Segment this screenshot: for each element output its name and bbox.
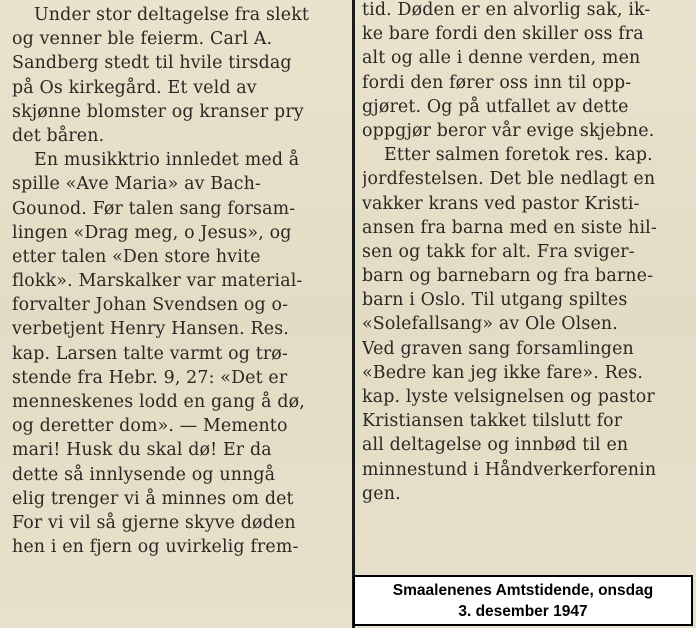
text-line: ke bare fordi den skiller oss fra bbox=[362, 24, 644, 45]
text-line: menneskenes lodd en gang å dø, bbox=[12, 392, 305, 412]
text-line: ansen fra barna med en siste hil- bbox=[362, 217, 657, 238]
text-line: gjøret. Og på utfallet av dette bbox=[362, 96, 629, 117]
left-column bbox=[12, 3, 350, 559]
text-line: barn og barnebarn og fra barne- bbox=[362, 266, 654, 287]
text-line: barn i Oslo. Til utgang spiltes bbox=[362, 290, 628, 311]
text-line: mari! Husk du skal dø! Er da bbox=[12, 440, 272, 461]
text-line: hen i en fjern og uvirkelig frem- bbox=[12, 537, 299, 558]
text-line: på Os kirkegård. Et veld av bbox=[12, 77, 257, 98]
right-column bbox=[362, 0, 694, 506]
text-line: kap. lyste velsignelsen og pastor bbox=[362, 387, 655, 407]
text-line: etter talen «Den store hvite bbox=[12, 246, 261, 267]
text-line: «Bedre kan jeg ikke fare». Res. bbox=[362, 362, 644, 383]
text-line: lingen «Drag meg, o Jesus», og bbox=[12, 222, 292, 243]
text-line: stende fra Hebr. 9, 27: «Det er bbox=[12, 367, 288, 388]
text-line: Kristiansen takket tilslutt for bbox=[362, 411, 623, 432]
text-line: elig trenger vi å minnes om det bbox=[12, 488, 294, 509]
text-line: verbetjent Henry Hansen. Res. bbox=[12, 319, 289, 340]
text-line: Gounod. Før talen sang forsam- bbox=[12, 198, 296, 219]
column-divider bbox=[352, 0, 355, 628]
text-line: dette så innlysende og unngå bbox=[12, 464, 276, 485]
text-line: det båren. bbox=[12, 125, 105, 146]
text-line: alt og alle i denne verden, men bbox=[362, 48, 641, 69]
text-line: vakker krans ved pastor Kristi- bbox=[362, 193, 640, 214]
text-line: Under stor deltagelse fra slekt bbox=[34, 5, 310, 25]
text-line: all deltagelse og innbød til en bbox=[362, 435, 629, 456]
text-line: flokk». Marskalker var material- bbox=[12, 271, 303, 292]
text-line: sen og takk for alt. Fra sviger- bbox=[362, 241, 635, 262]
text-line: «Solefallsang» av Ole Olsen. bbox=[362, 314, 618, 335]
text-line: skjønne blomster og kranser pry bbox=[12, 101, 304, 122]
source-caption bbox=[353, 575, 693, 626]
text-line: og venner ble feierm. Carl A. bbox=[12, 29, 273, 50]
text-line: Etter salmen foretok res. kap. bbox=[384, 145, 653, 166]
text-line: tid. Døden er en alvorlig sak, ik- bbox=[362, 0, 651, 20]
text-line: kap. Larsen talte varmt og trø- bbox=[12, 343, 288, 364]
text-line: Ved graven sang forsamlingen bbox=[362, 338, 634, 359]
text-line: minnestund i Håndverkerforenin bbox=[362, 459, 657, 480]
text-line: spille «Ave Maria» av Bach- bbox=[12, 174, 262, 195]
text-line: jordfestelsen. Det ble nedlagt en bbox=[362, 169, 656, 190]
text-line: En musikktrio innledet med å bbox=[34, 150, 300, 171]
text-line: Sandberg stedt til hvile tirsdag bbox=[12, 53, 292, 74]
text-line: fordi den fører oss inn til opp- bbox=[362, 72, 632, 93]
text-line: forvalter Johan Svendsen og o- bbox=[12, 295, 289, 316]
caption-newspaper: Smaalenenes Amtstidende, onsdag bbox=[392, 582, 654, 599]
text-line: og deretter dom». — Memento bbox=[12, 416, 288, 437]
text-line: For vi vil så gjerne skyve døden bbox=[12, 512, 296, 533]
caption-date: 3. desember 1947 bbox=[458, 603, 588, 620]
text-line: oppgjør beror vår evige skjebne. bbox=[362, 120, 655, 141]
text-line: gen. bbox=[362, 483, 401, 504]
